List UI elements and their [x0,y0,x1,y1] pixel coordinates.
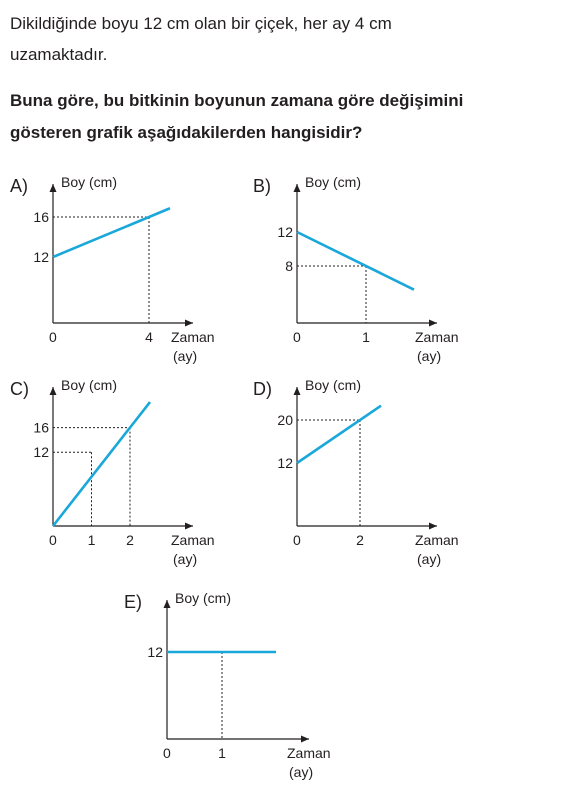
option-letter: D) [253,379,272,399]
origin-label: 0 [293,532,301,548]
option-letter: A) [10,176,28,196]
question-prompt-line-2: gösteren grafik aşağıdakilerden hangisidir? [10,123,363,142]
y-tick-label: 12 [277,224,293,240]
y-axis-label: Boy (cm) [175,590,231,606]
graph-option-c [10,377,215,567]
x-tick-label: 2 [126,532,134,548]
x-tick-label: 1 [87,532,96,548]
x-axis-label: Zaman [171,532,215,548]
origin-label: 0 [163,745,171,761]
x-axis-arrow [429,320,437,327]
x-axis-unit: (ay) [289,764,314,780]
y-axis-label: Boy (cm) [305,377,361,393]
y-tick-label: 8 [285,258,293,274]
data-line [297,232,414,290]
x-axis-unit: (ay) [417,551,442,567]
option-letter: E) [124,592,142,612]
origin-label: 0 [49,532,57,548]
y-axis-arrow [294,184,301,192]
graph-option-b [253,174,459,364]
x-axis-unit: (ay) [173,551,198,567]
y-tick-label: 16 [33,419,49,436]
x-axis-arrow [185,320,193,327]
x-axis-unit: (ay) [173,348,198,364]
x-axis-label: Zaman [287,745,331,761]
y-tick-label: 12 [33,444,49,461]
option-letter: B) [253,176,271,196]
question-prompt-line-1: Buna göre, bu bitkinin boyunun zamana göre değişimini [10,91,464,110]
graph-option-d [253,377,459,567]
y-axis-arrow [164,600,171,608]
origin-label: 0 [49,329,57,345]
x-axis-label: Zaman [415,329,459,345]
x-axis-arrow [185,523,193,530]
x-axis-unit: (ay) [417,348,442,364]
data-line [53,402,150,526]
data-line [297,406,381,463]
y-axis-arrow [294,387,301,395]
y-axis-arrow [50,387,57,395]
graph-option-e [124,590,331,780]
option-letter: C) [10,379,29,399]
x-tick-label: 1 [218,745,226,761]
x-axis-arrow [301,736,309,743]
x-tick-label: 2 [356,532,364,548]
y-axis-label: Boy (cm) [61,377,117,393]
x-axis-label: Zaman [415,532,459,548]
y-axis-arrow [50,184,57,192]
question-line-1: Dikildiğinde boyu 12 cm olan bir çiçek, her ay 4 cm [10,14,392,33]
graph-option-a [10,174,215,364]
question-line-2: uzamaktadır. [10,45,108,64]
y-axis-label: Boy (cm) [305,174,361,190]
y-tick-label: 12 [277,455,293,471]
data-line [53,208,170,257]
x-axis-arrow [429,523,437,530]
y-axis-label: Boy (cm) [61,174,117,190]
x-axis-label: Zaman [171,329,215,345]
y-tick-label: 12 [33,249,49,265]
y-tick-label: 16 [33,209,49,225]
x-tick-label: 1 [362,329,370,345]
x-tick-label: 4 [145,329,153,345]
origin-label: 0 [293,329,301,345]
y-tick-label: 20 [277,412,293,428]
y-tick-label: 12 [147,644,163,660]
